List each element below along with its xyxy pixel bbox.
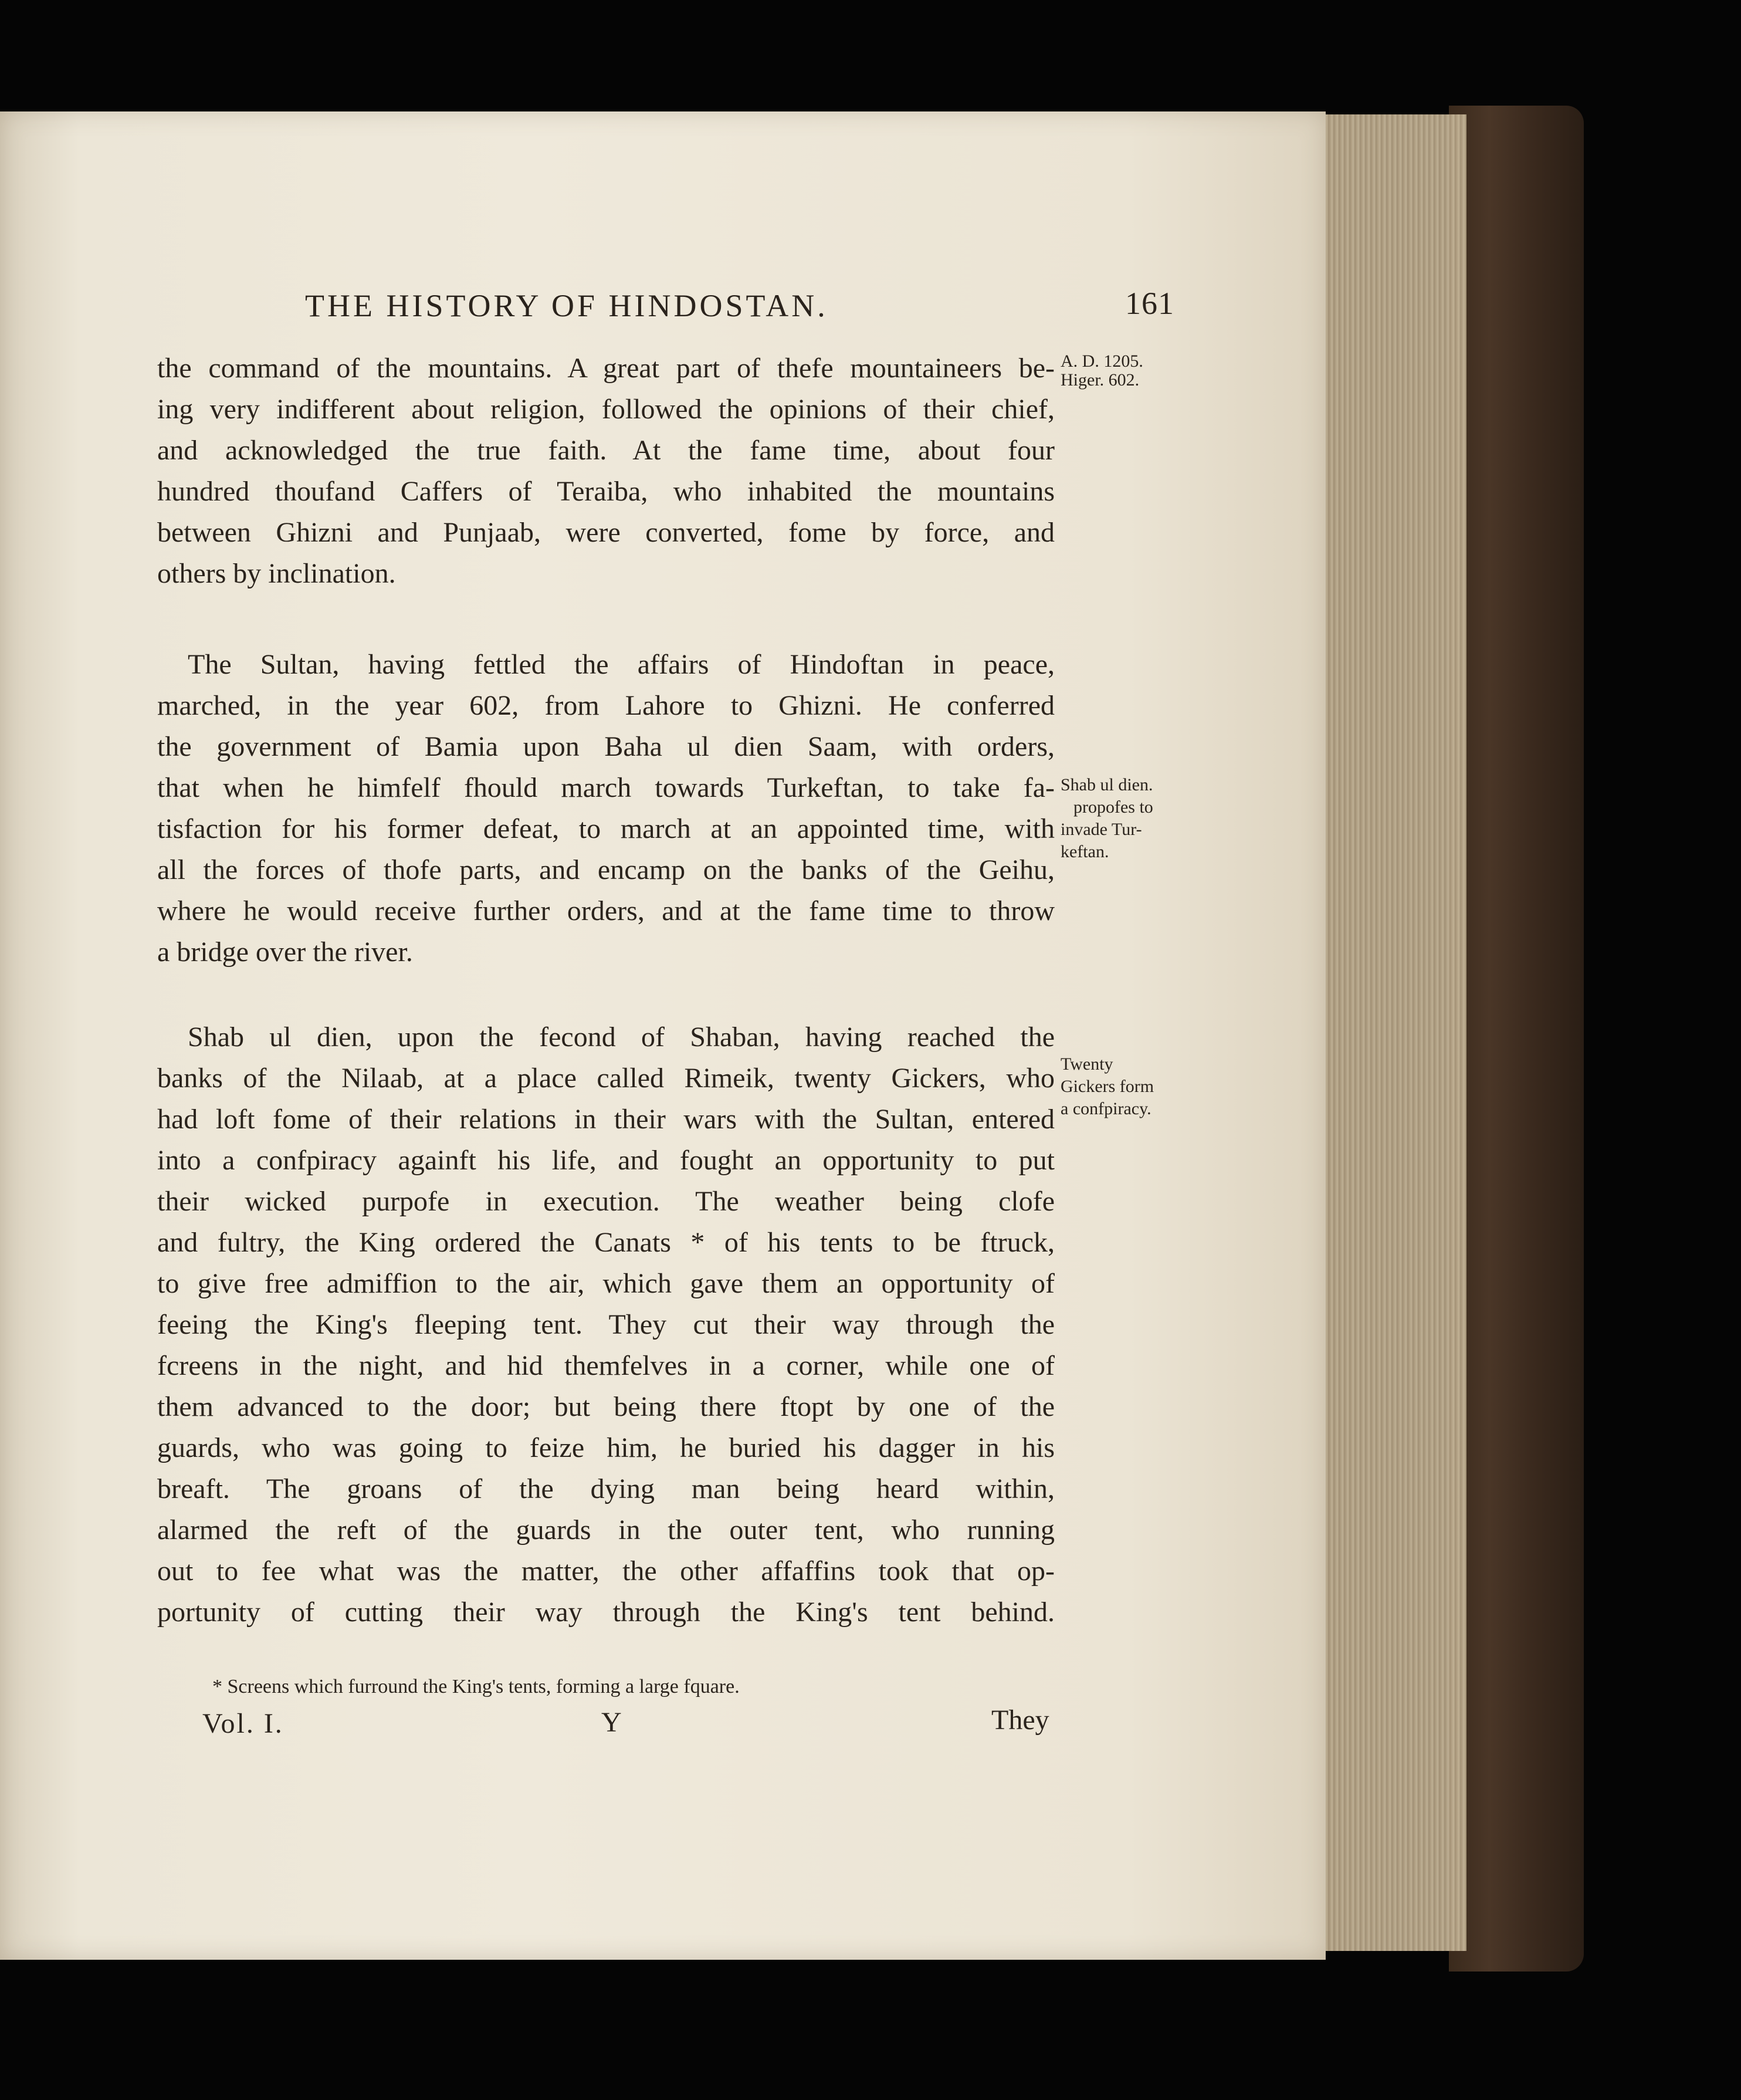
text-line: breaft. The groans of the dying man being heard within, — [157, 1473, 1055, 1504]
text-line: that when he himfelf fhould march towards Turkeftan, to take fa- — [157, 772, 1055, 803]
text-line: marched, in the year 602, from Lahore to Ghizni. He conferred — [157, 690, 1055, 721]
text-line: into a confpiracy againft his life, and fought an opportunity to put — [157, 1145, 1055, 1176]
text-line: out to fee what was the matter, the other affaffins took that op- — [157, 1555, 1055, 1587]
running-title: THE HISTORY OF HINDOSTAN. — [305, 288, 828, 323]
text-line: others by inclination. — [157, 558, 396, 589]
book-page — [0, 111, 1326, 1960]
text-line: banks of the Nilaab, at a place called Rimeik, twenty Gickers, who — [157, 1063, 1055, 1094]
signature-mark: Y — [601, 1707, 622, 1738]
text-line: Shab ul dien, upon the fecond of Shaban, having reached the — [188, 1022, 1055, 1053]
volume-label: Vol. I. — [202, 1708, 284, 1739]
text-line: hundred thoufand Caffers of Teraiba, who inhabited the mountains — [157, 476, 1055, 507]
text-line: where he would receive further orders, and at the fame time to throw — [157, 895, 1055, 926]
text-line: feeing the King's fleeping tent. They cut their way through the — [157, 1309, 1055, 1340]
text-line: tisfaction for his former defeat, to march at an appointed time, with — [157, 813, 1055, 844]
text-line: the command of the mountains. A great part of thefe mountaineers be- — [157, 353, 1055, 384]
text-line: a bridge over the river. — [157, 936, 413, 968]
book-cover — [1449, 106, 1584, 1972]
text-line: all the forces of thofe parts, and encamp on the banks of the Geihu, — [157, 854, 1055, 885]
text-line: and fultry, the King ordered the Canats * of his tents to be ftruck, — [157, 1227, 1055, 1258]
text-line: The Sultan, having fettled the affairs of Hindoftan in peace, — [188, 649, 1055, 680]
text-line: ing very indifferent about religion, followed the opinions of their chief, — [157, 394, 1055, 425]
page-number: 161 — [1125, 286, 1174, 321]
text-line: them advanced to the door; but being there ftopt by one of the — [157, 1391, 1055, 1422]
text-line: had loft fome of their relations in their wars with the Sultan, entered — [157, 1104, 1055, 1135]
text-line: their wicked purpofe in execution. The weather being clofe — [157, 1186, 1055, 1217]
margin-note: Gickers form — [1061, 1077, 1154, 1096]
text-line: to give free admiffion to the air, which gave them an opportunity of — [157, 1268, 1055, 1299]
footnote: * Screens which furround the King's tents, forming a large fquare. — [212, 1676, 740, 1697]
text-line: and acknowledged the true faith. At the fame time, about four — [157, 435, 1055, 466]
margin-note: Twenty — [1061, 1054, 1113, 1074]
margin-date: A. D. 1205. — [1061, 351, 1143, 371]
margin-note: invade Tur- — [1061, 820, 1142, 839]
margin-note: a confpiracy. — [1061, 1099, 1151, 1118]
text-line: guards, who was going to feize him, he buried his dagger in his — [157, 1432, 1055, 1463]
margin-note: Shab ul dien. — [1061, 775, 1153, 794]
margin-date: Higer. 602. — [1061, 370, 1140, 390]
page-fore-edge — [1320, 114, 1466, 1951]
text-line: the government of Bamia upon Baha ul dien Saam, with orders, — [157, 731, 1055, 762]
text-line: portunity of cutting their way through the King's tent behind. — [157, 1597, 1055, 1628]
text-line: alarmed the reft of the guards in the outer tent, who running — [157, 1514, 1055, 1546]
catchword: They — [991, 1705, 1049, 1736]
text-line: fcreens in the night, and hid themfelves in a corner, while one of — [157, 1350, 1055, 1381]
margin-note: keftan. — [1061, 842, 1109, 861]
margin-note: propofes to — [1073, 797, 1153, 817]
text-line: between Ghizni and Punjaab, were converted, fome by force, and — [157, 517, 1055, 548]
